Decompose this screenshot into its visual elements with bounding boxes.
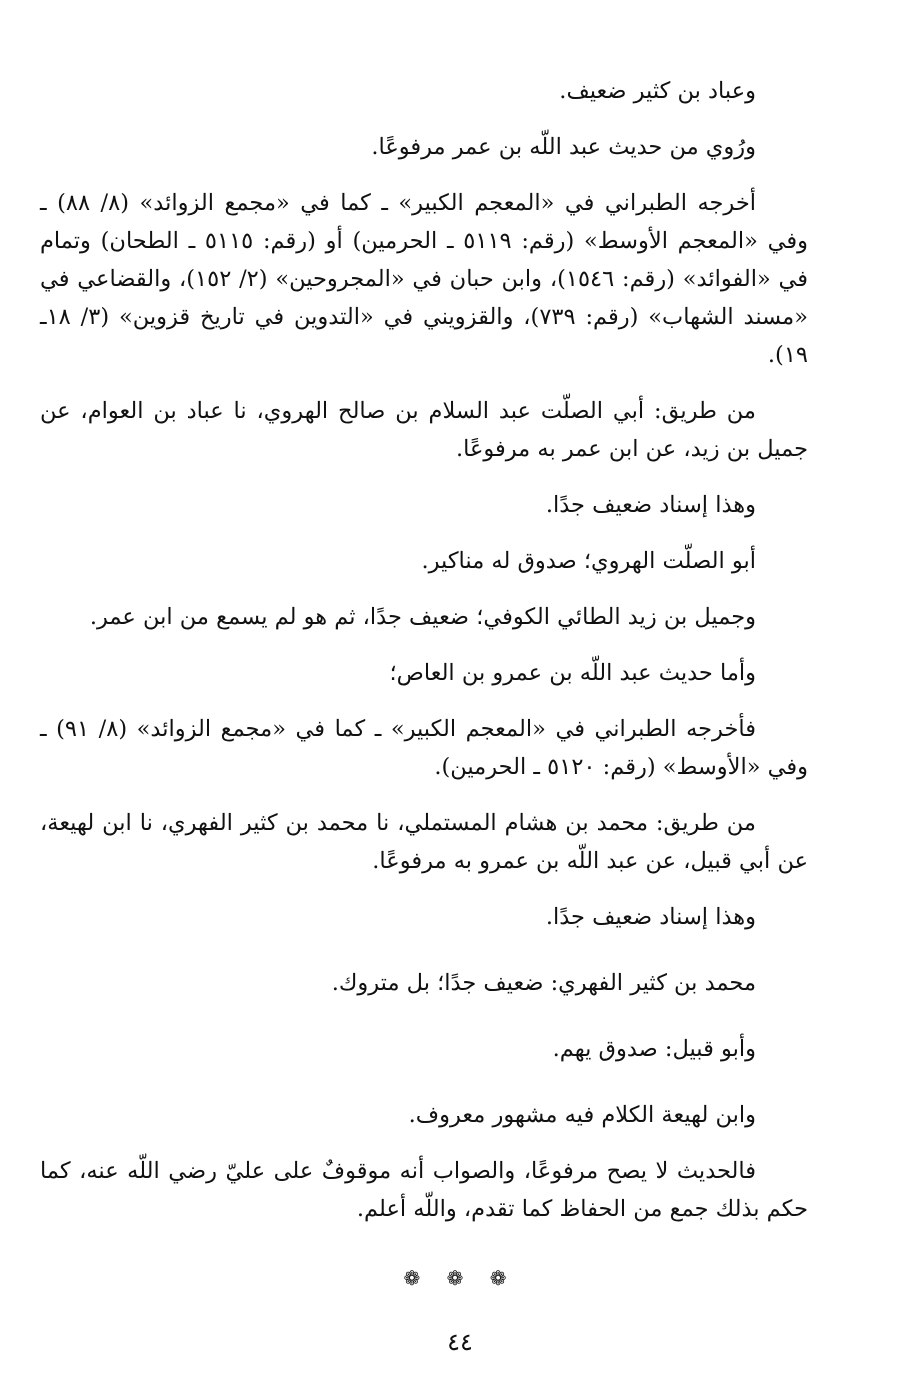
paragraph: وجميل بن زيد الطائي الكوفي؛ ضعيف جدًا، ثم هو لم يسمع من ابن عمر. — [89, 604, 756, 630]
paragraph: محمد بن كثير الفهري: ضعيف جدًا؛ بل متروك. — [331, 970, 756, 996]
paragraph: فأخرجه الطبراني في «المعجم الكبير» ـ كما في «مجمع الزوائد» (٨/ ٩١) ـ وفي «الأوسط» (رقم: ٥١٢٠ ـ الحرمين). — [40, 716, 808, 780]
paragraph: وأبو قبيل: صدوق يهم. — [552, 1036, 756, 1062]
paragraph: أبو الصلّت الهروي؛ صدوق له مناكير. — [421, 548, 756, 574]
paragraph: وأما حديث عبد اللّه بن عمرو بن العاص؛ — [389, 660, 756, 686]
paragraph: فالحديث لا يصح مرفوعًا، والصواب أنه موقوفٌ على عليّ رضي اللّه عنه، كما حكم بذلك جمع من الحفاظ كما تقدم، واللّه أعلم. — [40, 1158, 808, 1222]
document-body — [40, 72, 808, 1246]
page-number: ٤٤ — [447, 1328, 473, 1356]
paragraph: وهذا إسناد ضعيف جدًا. — [545, 904, 756, 930]
paragraph: أخرجه الطبراني في «المعجم الكبير» ـ كما في «مجمع الزوائد» (٨/ ٨٨) ـ وفي «المعجم الأوسط» (رقم: ٥١١٩ ـ الحرمين) أو (رقم: ٥١١٥ ـ الطحان) وتمام في «الفوائد» (رقم: ١٥٤٦)، وابن حبان في «المجروحين» (٢/ ١٥٢)، والقضاعي في «مسند الشهاب» (رقم: ٧٣٩)، والقزويني في «التدوين في تاريخ قزوين» (٣/ ١٨ـ ١٩). — [40, 190, 809, 368]
paragraph: من طريق: محمد بن هشام المستملي، نا محمد بن كثير الفهري، نا ابن لهيعة، عن أبي قبيل، عن عبد اللّه بن عمرو به مرفوعًا. — [40, 810, 808, 874]
paragraph: وعباد بن كثير ضعيف. — [559, 78, 756, 104]
paragraph: من طريق: أبي الصلّت عبد السلام بن صالح الهروي، نا عباد بن العوام، عن جميل بن زيد، عن ابن عمر به مرفوعًا. — [40, 398, 808, 462]
paragraph: وابن لهيعة الكلام فيه مشهور معروف. — [408, 1102, 756, 1128]
section-divider: ❁ ❁ ❁ — [403, 1266, 517, 1290]
paragraph: وهذا إسناد ضعيف جدًا. — [545, 492, 756, 518]
paragraph: ورُوي من حديث عبد اللّه بن عمر مرفوعًا. — [371, 134, 756, 160]
